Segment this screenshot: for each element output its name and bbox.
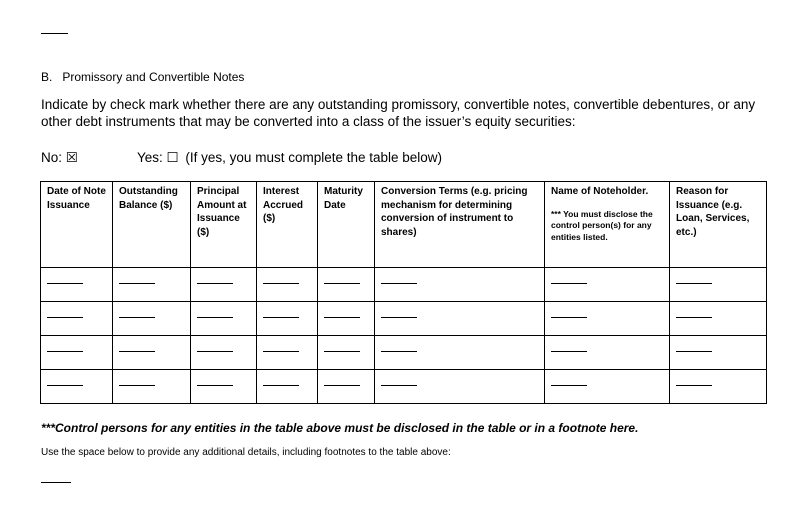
cell-interest-accrued[interactable] (257, 302, 318, 336)
table-row (41, 268, 767, 302)
table-row (41, 336, 767, 370)
cell-principal-amount[interactable] (191, 370, 257, 404)
yes-instruction: (If yes, you must complete the table below) (185, 150, 443, 165)
fill-in-line (119, 385, 155, 386)
no-label: No: (41, 150, 63, 165)
fill-in-line (676, 283, 712, 284)
fill-in-line (263, 385, 299, 386)
fill-in-line (263, 283, 299, 284)
cell-outstanding-balance[interactable] (113, 268, 191, 302)
yes-checkbox[interactable]: ☐ (166, 150, 179, 165)
header-reason-for-issuance: Reason for Issuance (e.g. Loan, Services, etc.) (670, 182, 767, 268)
cell-date[interactable] (41, 336, 113, 370)
header-maturity-date: Maturity Date (318, 182, 375, 268)
fill-in-line (119, 283, 155, 284)
cell-outstanding-balance[interactable] (113, 370, 191, 404)
cell-interest-accrued[interactable] (257, 336, 318, 370)
fill-in-line (551, 385, 587, 386)
cell-noteholder[interactable] (545, 370, 670, 404)
fill-in-line (676, 385, 712, 386)
cell-noteholder[interactable] (545, 302, 670, 336)
section-title: B. Promissory and Convertible Notes (41, 70, 245, 84)
cell-date[interactable] (41, 302, 113, 336)
table-row (41, 302, 767, 336)
cell-date[interactable] (41, 370, 113, 404)
no-option[interactable] (41, 150, 78, 166)
fill-in-line (119, 317, 155, 318)
fill-in-line (47, 283, 83, 284)
fill-in-line (551, 283, 587, 284)
fill-in-line (197, 351, 233, 352)
fill-in-line (47, 351, 83, 352)
fill-in-line (676, 351, 712, 352)
cell-noteholder[interactable] (545, 268, 670, 302)
cell-maturity-date[interactable] (318, 268, 375, 302)
cell-principal-amount[interactable] (191, 302, 257, 336)
fill-in-line (381, 351, 417, 352)
fill-in-line (381, 283, 417, 284)
fill-in-line (324, 283, 360, 284)
fill-in-line (324, 317, 360, 318)
header-outstanding-balance: Outstanding Balance ($) (113, 182, 191, 268)
fill-in-line (676, 317, 712, 318)
cell-conversion-terms[interactable] (375, 302, 545, 336)
notes-table (40, 181, 767, 404)
cell-reason[interactable] (670, 268, 767, 302)
intro-text: Indicate by check mark whether there are any outstanding promissory, convertible notes, convertible debentures, or any other debt instruments that may be converted into a class of the issuer’s equity securities: (41, 97, 756, 129)
fill-in-line (263, 351, 299, 352)
fill-in-line (119, 351, 155, 352)
fill-in-line (197, 317, 233, 318)
fill-in-line (47, 385, 83, 386)
fill-in-line (324, 385, 360, 386)
header-interest-accrued: Interest Accrued ($) (257, 182, 318, 268)
fill-in-line (551, 317, 587, 318)
table-row (41, 370, 767, 404)
no-checkbox-checked[interactable]: ☒ (65, 150, 78, 165)
cell-maturity-date[interactable] (318, 302, 375, 336)
fill-in-line (551, 351, 587, 352)
bottom-blank-line (41, 482, 71, 483)
header-date-of-note-issuance: Date of Note Issuance (41, 182, 113, 268)
header-conversion-terms: Conversion Terms (e.g. pricing mechanism for determining conversion of instrument to shares) (375, 182, 545, 268)
noteholder-disclosure-note: *** You must disclose the control person(s) for any entities listed. (551, 208, 653, 242)
fill-in-line (197, 385, 233, 386)
cell-reason[interactable] (670, 302, 767, 336)
cell-outstanding-balance[interactable] (113, 302, 191, 336)
cell-noteholder[interactable] (545, 336, 670, 370)
cell-interest-accrued[interactable] (257, 268, 318, 302)
yes-option[interactable] (137, 150, 442, 166)
table-header-row (41, 182, 767, 268)
fill-in-line (47, 317, 83, 318)
cell-outstanding-balance[interactable] (113, 336, 191, 370)
cell-date[interactable] (41, 268, 113, 302)
cell-principal-amount[interactable] (191, 268, 257, 302)
fill-in-line (381, 385, 417, 386)
cell-maturity-date[interactable] (318, 336, 375, 370)
header-principal-amount: Principal Amount at Issuance ($) (191, 182, 257, 268)
top-blank-line (41, 33, 68, 34)
cell-maturity-date[interactable] (318, 370, 375, 404)
cell-conversion-terms[interactable] (375, 268, 545, 302)
cell-conversion-terms[interactable] (375, 370, 545, 404)
control-persons-footnote: ***Control persons for any entities in the table above must be disclosed in the table or in a footnote here. (41, 421, 639, 435)
header-name-of-noteholder: Name of Noteholder. *** You must disclose the control person(s) for any entities listed. (545, 182, 670, 268)
fill-in-line (324, 351, 360, 352)
cell-interest-accrued[interactable] (257, 370, 318, 404)
fill-in-line (197, 283, 233, 284)
additional-details-instruction: Use the space below to provide any additional details, including footnotes to the table above: (41, 447, 451, 458)
fill-in-line (263, 317, 299, 318)
cell-principal-amount[interactable] (191, 336, 257, 370)
cell-reason[interactable] (670, 336, 767, 370)
cell-reason[interactable] (670, 370, 767, 404)
cell-conversion-terms[interactable] (375, 336, 545, 370)
fill-in-line (381, 317, 417, 318)
yes-label: Yes: (137, 150, 163, 165)
